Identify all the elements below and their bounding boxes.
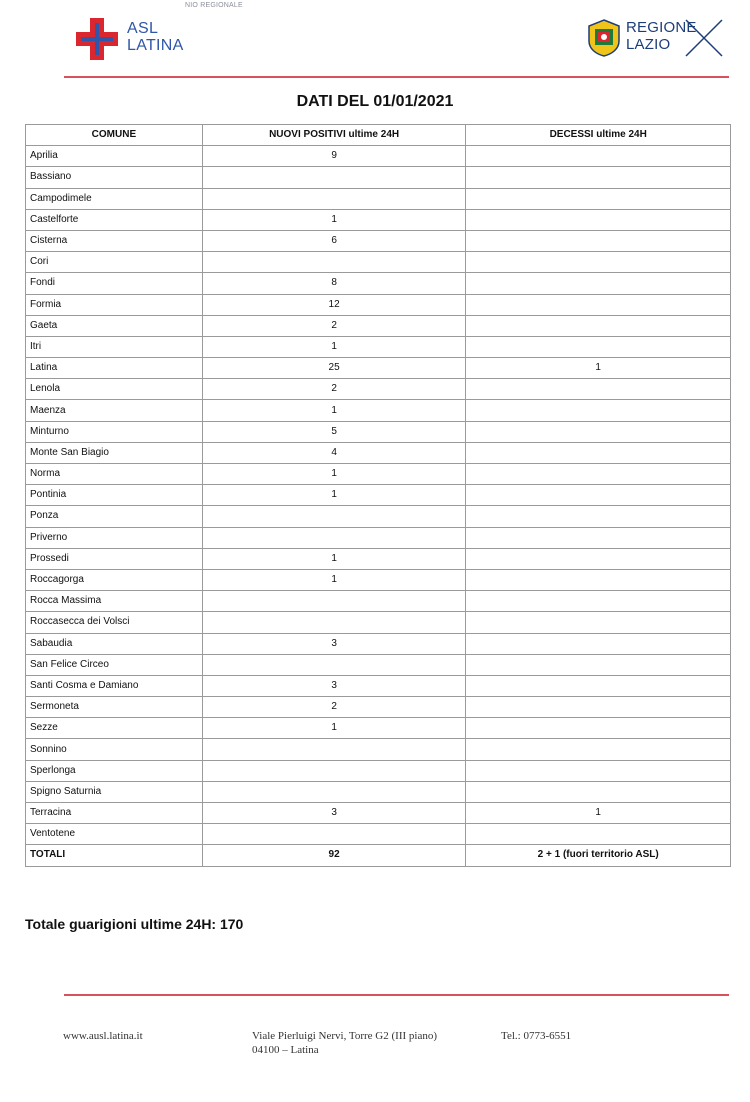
- footer-website: www.ausl.latina.it: [63, 1030, 143, 1042]
- table-row: [26, 167, 731, 188]
- cell-nuovi-positivi: [202, 591, 466, 612]
- cell-decessi: 1: [466, 803, 731, 824]
- cell-decessi: [466, 697, 731, 718]
- cell-decessi: [466, 718, 731, 739]
- red-cross-icon: [76, 18, 118, 60]
- cell-comune: Santi Cosma e Damiano: [26, 675, 203, 696]
- cell-nuovi-positivi: 5: [202, 421, 466, 442]
- cell-nuovi-positivi: [202, 612, 466, 633]
- table-row: [26, 273, 731, 294]
- table-header-row: [26, 125, 731, 146]
- cell-comune: Sabaudia: [26, 633, 203, 654]
- cell-decessi: [466, 654, 731, 675]
- table-row: [26, 803, 731, 824]
- table-row: [26, 654, 731, 675]
- cell-decessi: [466, 760, 731, 781]
- cell-comune: Rocca Massima: [26, 591, 203, 612]
- regione-lazio-logo: [586, 17, 726, 61]
- cell-nuovi-positivi: 1: [202, 485, 466, 506]
- cell-nuovi-positivi: 1: [202, 400, 466, 421]
- cell-decessi: [466, 167, 731, 188]
- cell-decessi: [466, 633, 731, 654]
- table-body: [26, 146, 731, 845]
- cell-comune: Terracina: [26, 803, 203, 824]
- cell-comune: Gaeta: [26, 315, 203, 336]
- table-row: [26, 675, 731, 696]
- table-row: [26, 824, 731, 845]
- cell-comune: Cisterna: [26, 230, 203, 251]
- cell-decessi: [466, 675, 731, 696]
- cell-nuovi-positivi: [202, 527, 466, 548]
- cell-comune: Monte San Biagio: [26, 442, 203, 463]
- cell-nuovi-positivi: 3: [202, 675, 466, 696]
- table-row: [26, 358, 731, 379]
- cell-comune: Prossedi: [26, 548, 203, 569]
- table-row: [26, 146, 731, 167]
- cell-comune: Ponza: [26, 506, 203, 527]
- cell-decessi: [466, 739, 731, 760]
- table-row: [26, 633, 731, 654]
- cell-decessi: [466, 442, 731, 463]
- cell-decessi: [466, 569, 731, 590]
- cell-decessi: [466, 315, 731, 336]
- cell-nuovi-positivi: [202, 654, 466, 675]
- lazio-chevron-icon: [684, 18, 724, 58]
- totals-label: TOTALI: [26, 845, 203, 866]
- cell-decessi: [466, 188, 731, 209]
- cell-nuovi-positivi: [202, 760, 466, 781]
- cell-comune: Sonnino: [26, 739, 203, 760]
- cell-nuovi-positivi: 6: [202, 230, 466, 251]
- footer-address-line1: Viale Pierluigi Nervi, Torre G2 (III piano): [252, 1030, 438, 1042]
- cell-comune: Fondi: [26, 273, 203, 294]
- cell-comune: Ventotene: [26, 824, 203, 845]
- cell-comune: Norma: [26, 464, 203, 485]
- table-row: [26, 591, 731, 612]
- cell-decessi: [466, 485, 731, 506]
- cell-nuovi-positivi: 4: [202, 442, 466, 463]
- cell-comune: Cori: [26, 252, 203, 273]
- table-row: [26, 421, 731, 442]
- cell-nuovi-positivi: 3: [202, 633, 466, 654]
- cell-comune: Roccasecca dei Volsci: [26, 612, 203, 633]
- table-row: [26, 442, 731, 463]
- cell-comune: Itri: [26, 336, 203, 357]
- cell-nuovi-positivi: [202, 188, 466, 209]
- lazio-logo-line2: LAZIO: [626, 36, 671, 53]
- cell-decessi: [466, 824, 731, 845]
- footer-address-line2: 04100 – Latina: [252, 1044, 319, 1056]
- header-comune: COMUNE: [26, 125, 203, 146]
- cell-decessi: [466, 527, 731, 548]
- totals-row: [26, 845, 731, 866]
- cell-decessi: [466, 379, 731, 400]
- cell-comune: Lenola: [26, 379, 203, 400]
- footer-address: [252, 1029, 437, 1057]
- cell-nuovi-positivi: [202, 252, 466, 273]
- cell-nuovi-positivi: 1: [202, 718, 466, 739]
- table-row: [26, 400, 731, 421]
- table-row: [26, 252, 731, 273]
- cell-comune: Maenza: [26, 400, 203, 421]
- cell-comune: Castelforte: [26, 209, 203, 230]
- table-row: [26, 294, 731, 315]
- cell-decessi: [466, 209, 731, 230]
- cell-comune: Roccagorga: [26, 569, 203, 590]
- cell-decessi: [466, 506, 731, 527]
- cell-nuovi-positivi: 8: [202, 273, 466, 294]
- cell-comune: Latina: [26, 358, 203, 379]
- cell-comune: Sezze: [26, 718, 203, 739]
- cell-comune: Priverno: [26, 527, 203, 548]
- table-row: [26, 188, 731, 209]
- table-row: [26, 548, 731, 569]
- cell-comune: Spigno Saturnia: [26, 781, 203, 802]
- header-nuovi-positivi: NUOVI POSITIVI ultime 24H: [202, 125, 466, 146]
- asl-logo-line2: LATINA: [127, 37, 184, 54]
- table-row: [26, 315, 731, 336]
- cell-nuovi-positivi: [202, 781, 466, 802]
- lazio-logo-line1: REGIONE: [626, 19, 697, 36]
- table-row: [26, 336, 731, 357]
- table-row: [26, 527, 731, 548]
- cell-nuovi-positivi: 1: [202, 569, 466, 590]
- cell-decessi: [466, 591, 731, 612]
- cell-decessi: [466, 146, 731, 167]
- cell-nuovi-positivi: 1: [202, 209, 466, 230]
- footer-phone: Tel.: 0773-6551: [501, 1030, 572, 1042]
- cell-decessi: [466, 273, 731, 294]
- table-row: [26, 781, 731, 802]
- cell-decessi: [466, 421, 731, 442]
- total-recovered: Totale guarigioni ultime 24H: 170: [25, 916, 244, 932]
- asl-logo-line1: ASL: [127, 20, 159, 37]
- lazio-seal-icon: [586, 19, 622, 57]
- cell-nuovi-positivi: 1: [202, 464, 466, 485]
- totals-positivi: 92: [202, 845, 466, 866]
- cell-decessi: [466, 781, 731, 802]
- cell-nuovi-positivi: 3: [202, 803, 466, 824]
- cell-comune: Sermoneta: [26, 697, 203, 718]
- cell-nuovi-positivi: 2: [202, 697, 466, 718]
- cell-comune: Formia: [26, 294, 203, 315]
- table-row: [26, 379, 731, 400]
- cell-nuovi-positivi: 12: [202, 294, 466, 315]
- cell-nuovi-positivi: 1: [202, 336, 466, 357]
- table-row: [26, 209, 731, 230]
- cell-nuovi-positivi: [202, 167, 466, 188]
- table-row: [26, 464, 731, 485]
- cell-comune: Campodimele: [26, 188, 203, 209]
- cell-decessi: [466, 252, 731, 273]
- cell-decessi: [466, 294, 731, 315]
- table-row: [26, 697, 731, 718]
- cell-nuovi-positivi: 9: [202, 146, 466, 167]
- cell-comune: San Felice Circeo: [26, 654, 203, 675]
- cell-nuovi-positivi: 25: [202, 358, 466, 379]
- table-row: [26, 230, 731, 251]
- cell-nuovi-positivi: [202, 739, 466, 760]
- header-divider: [64, 76, 729, 78]
- covid-data-table: [25, 124, 731, 867]
- asl-latina-logo: [76, 18, 196, 62]
- header-decessi: DECESSI ultime 24H: [466, 125, 731, 146]
- cell-comune: Bassiano: [26, 167, 203, 188]
- cell-decessi: [466, 464, 731, 485]
- table-row: [26, 612, 731, 633]
- footer-divider: [64, 994, 729, 996]
- cell-comune: Sperlonga: [26, 760, 203, 781]
- cell-decessi: [466, 612, 731, 633]
- table-row: [26, 506, 731, 527]
- totals-decessi: 2 + 1 (fuori territorio ASL): [466, 845, 731, 866]
- page-title: DATI DEL 01/01/2021: [296, 93, 454, 110]
- cell-comune: Pontinia: [26, 485, 203, 506]
- cell-nuovi-positivi: [202, 506, 466, 527]
- table-row: [26, 569, 731, 590]
- cell-decessi: [466, 230, 731, 251]
- cell-nuovi-positivi: 2: [202, 315, 466, 336]
- cell-decessi: 1: [466, 358, 731, 379]
- cell-nuovi-positivi: 2: [202, 379, 466, 400]
- cell-decessi: [466, 548, 731, 569]
- cell-decessi: [466, 336, 731, 357]
- cell-nuovi-positivi: 1: [202, 548, 466, 569]
- header-top-strip: NIO REGIONALE: [185, 2, 243, 9]
- asl-logo-text: [127, 20, 184, 54]
- table-row: [26, 718, 731, 739]
- table-row: [26, 760, 731, 781]
- cell-comune: Aprilia: [26, 146, 203, 167]
- table-row: [26, 739, 731, 760]
- table-row: [26, 485, 731, 506]
- cell-nuovi-positivi: [202, 824, 466, 845]
- cell-decessi: [466, 400, 731, 421]
- cell-comune: Minturno: [26, 421, 203, 442]
